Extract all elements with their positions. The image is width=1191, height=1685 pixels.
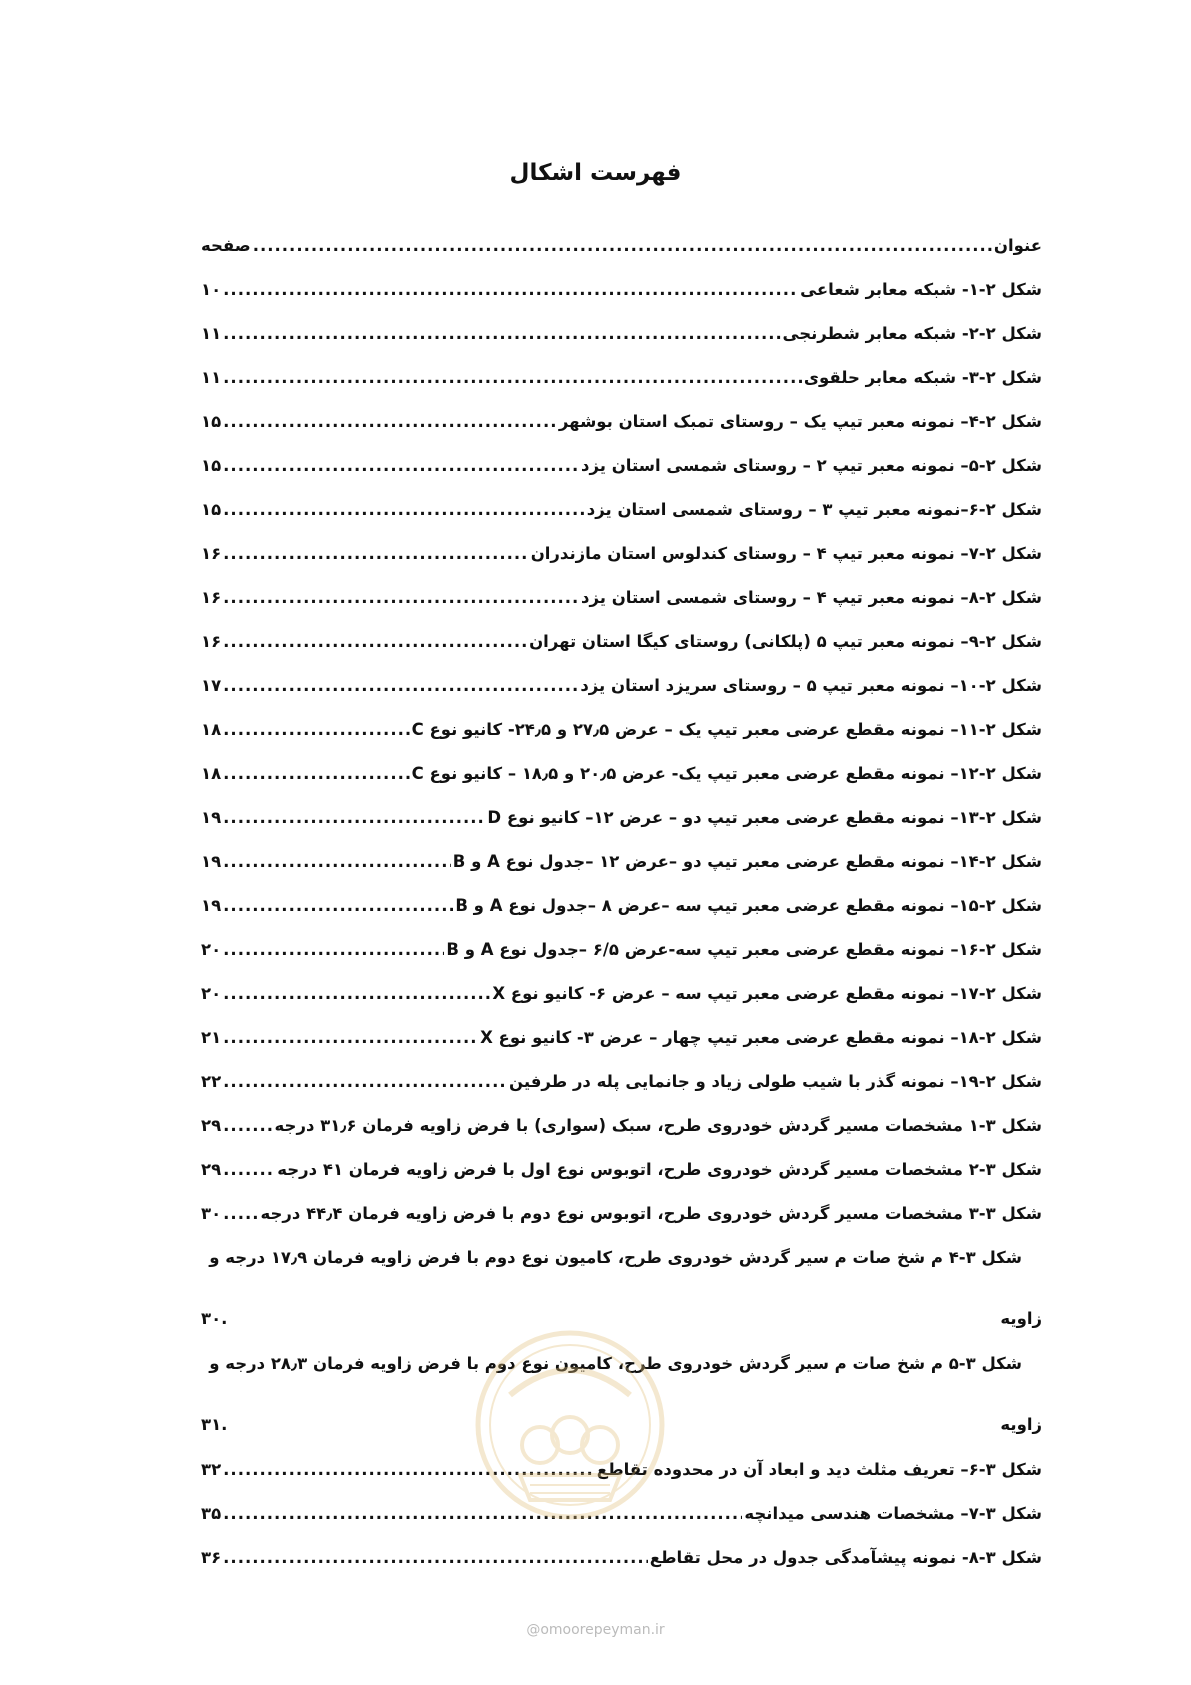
figure-title: شکل ۲-۱۲– نمونه مقطع عرضی معبر تیپ یک- عرض ۲۰٫۵ و ۱۸٫۵ – کانیو نوع C [411, 764, 1042, 783]
page-number: ۱۸ [201, 720, 222, 739]
page-number: ۳۱ . [201, 1415, 227, 1434]
page-number: ۱۵ [201, 412, 222, 431]
leader-dots [223, 500, 585, 519]
leader-dots [253, 236, 992, 255]
page-number: ۲۲ [201, 1072, 222, 1091]
page-number: ۱۹ [201, 808, 222, 827]
list-item[interactable] [201, 1204, 1042, 1248]
list-item[interactable] [201, 632, 1042, 676]
figure-title-tail: زاویه [1000, 1309, 1042, 1328]
list-item[interactable] [201, 456, 1042, 500]
figure-title-tail: زاویه [1000, 1415, 1042, 1434]
figure-title: شکل ۲-۹– نمونه معبر تیپ ۵ (پلکانی) روستای کیگا استان تهران [529, 632, 1042, 651]
leader-dots [223, 676, 578, 695]
figure-title: شکل ۲-۱۸– نمونه مقطع عرضی معبر تیپ چهار – عرض ۳- کانیو نوع X [480, 1028, 1042, 1047]
leader-dots [223, 808, 485, 827]
leader-dots [223, 588, 579, 607]
leader-dots [223, 1204, 258, 1223]
figure-title: شکل ۲-۸– نمونه معبر تیپ ۴ – روستای شمسی استان یزد [581, 588, 1042, 607]
page-number: ۱۹ [201, 896, 222, 915]
leader-dots [223, 896, 453, 915]
page-number: ۲۱ [201, 1028, 222, 1047]
figure-title: شکل ۲-۴– نمونه معبر تیپ یک – روستای تمبک استان بوشهر [558, 412, 1042, 431]
list-item[interactable] [201, 500, 1042, 544]
list-item[interactable] [201, 808, 1042, 852]
leader-dots [223, 324, 780, 343]
page-number: ۳۰ . [201, 1309, 227, 1328]
leader-dots [223, 1548, 648, 1567]
list-item[interactable] [201, 1028, 1042, 1072]
page-number: ۱۵ [201, 500, 222, 519]
list-item[interactable] [201, 896, 1042, 940]
figure-title: شکل ۳-۳ مشخصات مسیر گردش خودروی طرح، اتوبوس نوع دوم با فرض زاویه فرمان ۴۴٫۴ درجه [260, 1204, 1042, 1223]
figure-title: شکل ۲-۱۹– نمونه گذر با شیب طولی زیاد و جانمایی پله در طرفین [509, 1072, 1042, 1091]
column-title-label: عنوان [993, 236, 1042, 255]
list-header [201, 236, 1042, 280]
leader-dots [223, 456, 579, 475]
figure-title: شکل ۲-۳- شبکه معابر حلقوی [803, 368, 1042, 387]
list-item[interactable] [201, 852, 1042, 896]
figure-title: شکل ۲-۱- شبکه معابر شعاعی [800, 280, 1042, 299]
list-item[interactable] [201, 676, 1042, 720]
leader-dots [223, 1072, 507, 1091]
page-number: ۱۶ [201, 588, 222, 607]
page-number: ۳۲ [201, 1460, 222, 1479]
page-number: ۱۵ [201, 456, 222, 475]
list-item[interactable] [201, 1116, 1042, 1160]
page-number: ۳۵ [201, 1504, 222, 1523]
page-number: ۳۰ [201, 1204, 222, 1223]
leader-dots [223, 632, 527, 651]
page-number: ۱۶ [201, 544, 222, 563]
figure-title: شکل ۳-۴ م شخ صات م سیر گردش خودروی طرح، کامیون نوع دوم با فرض زاویه فرمان ۱۷٫۹ درجه و [209, 1248, 1022, 1267]
figure-title: شکل ۲-۲- شبکه معابر شطرنجی [782, 324, 1042, 343]
page-number: ۱۹ [201, 852, 222, 871]
page-number: ۱۰ [201, 280, 222, 299]
list-item[interactable] [201, 984, 1042, 1028]
list-item[interactable] [201, 544, 1042, 588]
leader-dots [223, 280, 798, 299]
list-item[interactable] [201, 324, 1042, 368]
page-number: ۱۷ [201, 676, 222, 695]
leader-dots [223, 1028, 478, 1047]
list-item-wrapped[interactable] [201, 1248, 1042, 1309]
page-number: ۳۶ [201, 1548, 222, 1567]
leader-dots [223, 940, 444, 959]
leader-dots [223, 1116, 272, 1135]
list-item[interactable] [201, 720, 1042, 764]
leader-dots [223, 412, 557, 431]
leader-dots [223, 544, 529, 563]
list-item[interactable] [201, 280, 1042, 324]
list-item[interactable] [201, 764, 1042, 808]
figure-title: شکل ۳-۶– تعریف مثلث دید و ابعاد آن در محدوده تقاطع [596, 1460, 1042, 1479]
leader-dots [223, 764, 409, 783]
page-title: فهرست اشکال [509, 160, 682, 186]
list-item[interactable] [201, 588, 1042, 632]
leader-dots [223, 984, 490, 1003]
figure-title: شکل ۲-۱۴– نمونه مقطع عرضی معبر تیپ دو –عرض ۱۲ –جدول نوع A و B [452, 852, 1042, 871]
footer-url: @omoorepeyman.ir [526, 1622, 665, 1638]
page-number: ۲۰ [201, 940, 222, 959]
figure-title: شکل ۲-۱۳– نمونه مقطع عرضی معبر تیپ دو – عرض ۱۲– کانیو نوع D [487, 808, 1042, 827]
leader-dots [223, 368, 802, 387]
leader-dots [223, 852, 451, 871]
page-number: ۲۰ [201, 984, 222, 1003]
figure-title: شکل ۲-۶–نمونه معبر تیپ ۳ – روستای شمسی استان یزد [586, 500, 1042, 519]
figure-title: شکل ۳-۵ م شخ صات م سیر گردش خودروی طرح، کامیون نوع دوم با فرض زاویه فرمان ۲۸٫۳ درجه و [209, 1354, 1022, 1373]
list-item[interactable] [201, 412, 1042, 456]
figure-title: شکل ۳-۲ مشخصات مسیر گردش خودروی طرح، اتوبوس نوع اول با فرض زاویه فرمان ۴۱ درجه [277, 1160, 1042, 1179]
page-number: ۲۹ [201, 1116, 222, 1135]
page-number: ۱۱ [201, 324, 222, 343]
leader-dots [223, 1160, 275, 1179]
list-item[interactable] [201, 1160, 1042, 1204]
figure-title: شکل ۲-۱۱– نمونه مقطع عرضی معبر تیپ یک – عرض ۲۷٫۵ و ۲۴٫۵- کانیو نوع C [411, 720, 1042, 739]
figure-title: شکل ۳-۸- نمونه پیشآمدگی جدول در محل تقاطع [649, 1548, 1042, 1567]
figure-title: شکل ۲-۷– نمونه معبر تیپ ۴ – روستای کندلوس استان مازندران [530, 544, 1042, 563]
page-number: ۱۱ [201, 368, 222, 387]
leader-dots [223, 720, 409, 739]
page-number: ۱۶ [201, 632, 222, 651]
list-item[interactable] [201, 1072, 1042, 1116]
page-number: ۲۹ [201, 1160, 222, 1179]
list-item[interactable] [201, 368, 1042, 412]
figure-title: شکل ۳-۷– مشخصات هندسی میدانچه [744, 1504, 1042, 1523]
list-item[interactable] [201, 940, 1042, 984]
figure-title: شکل ۲-۱۶– نمونه مقطع عرضی معبر تیپ سه-عرض ۶/۵ –جدول نوع A و B [446, 940, 1042, 959]
list-item[interactable] [201, 1548, 1042, 1592]
figure-title: شکل ۳-۱ مشخصات مسیر گردش خودروی طرح، سبک (سواری) با فرض زاویه فرمان ۳۱٫۶ درجه [274, 1116, 1042, 1135]
page-number: ۱۸ [201, 764, 222, 783]
figure-title: شکل ۲-۵– نمونه معبر تیپ ۲ – روستای شمسی استان یزد [581, 456, 1042, 475]
figure-title: شکل ۲-۱۰– نمونه معبر تیپ ۵ – روستای سریزد استان یزد [580, 676, 1042, 695]
column-page-label: صفحه [201, 236, 251, 255]
seal-logo-icon [470, 1325, 670, 1525]
figure-title: شکل ۲-۱۵– نمونه مقطع عرضی معبر تیپ سه –عرض ۸ –جدول نوع A و B [455, 896, 1042, 915]
figure-title: شکل ۲-۱۷– نمونه مقطع عرضی معبر تیپ سه – عرض ۶- کانیو نوع X [492, 984, 1042, 1003]
